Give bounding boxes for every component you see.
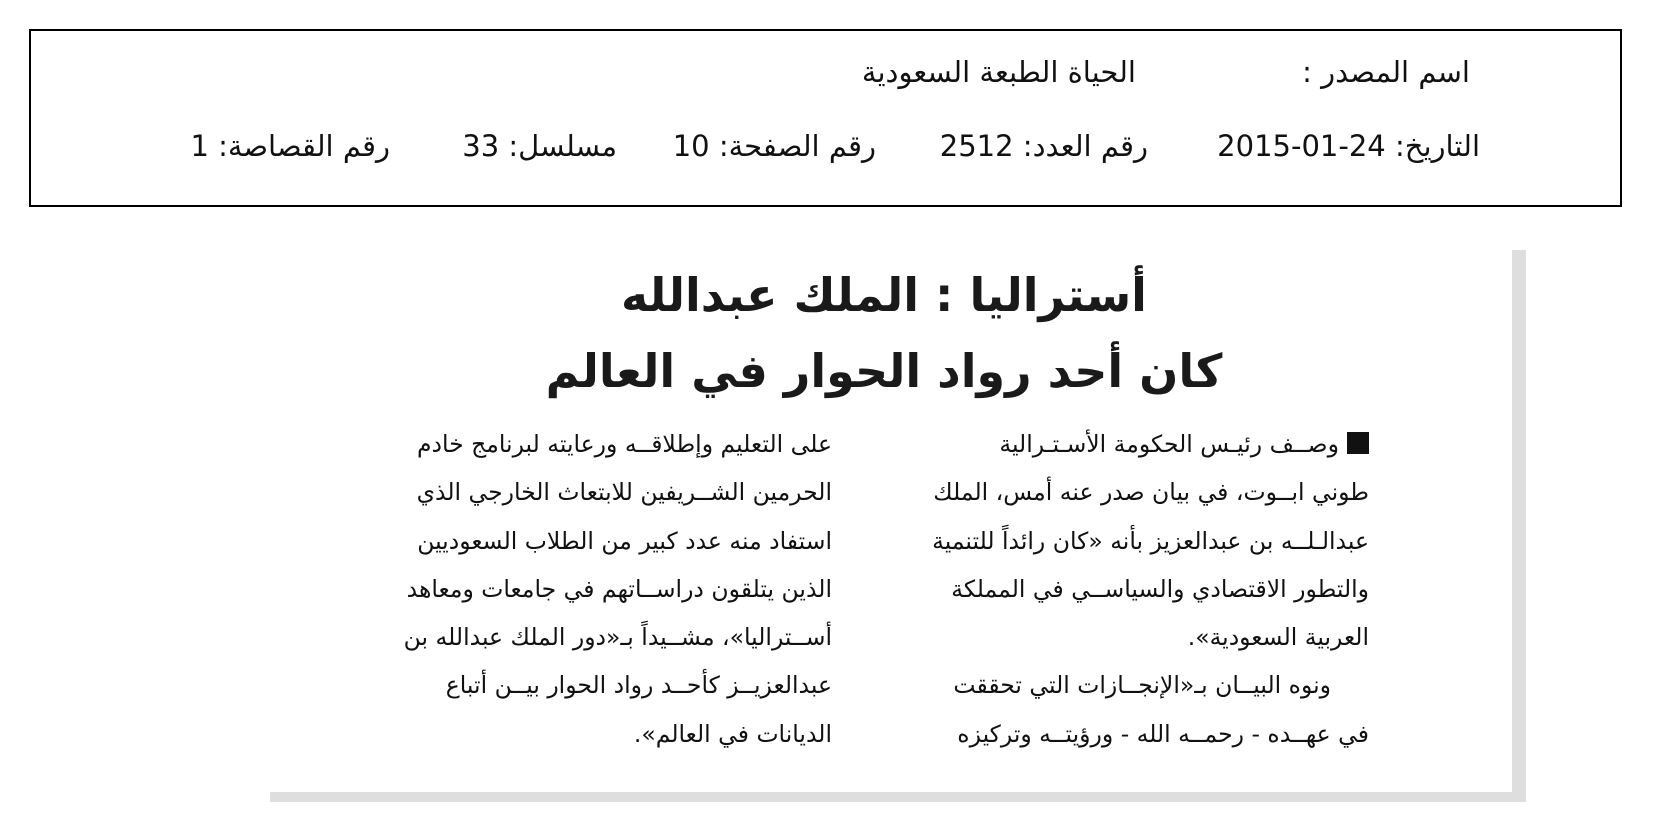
date-field: التاريخ: 24-01-2015: [1217, 129, 1480, 163]
column-line: عبدالعزيــز كأحــد رواد الحوار بيــن أتباع: [445, 671, 832, 700]
clipping-number-field: رقم القصاصة: 1: [190, 129, 390, 163]
headline-line-1: أستراليا : الملك عبدالله: [621, 268, 1147, 322]
column-line: استفاد منه عدد كبير من الطلاب السعوديين: [417, 526, 832, 555]
source-name: الحياة الطبعة السعودية: [861, 55, 1136, 89]
column-line: الديانات في العالم».: [633, 719, 832, 748]
column-line: أســتراليا»، مشــيداً بـ«دور الملك عبدالله بن: [403, 623, 832, 652]
column-line: في عهــده - رحمــه الله - ورؤيتــه وتركيزه: [957, 719, 1369, 748]
newspaper-clipping: [256, 240, 1512, 792]
article-column-right: [849, 420, 1369, 758]
serial-field: مسلسل: 33: [462, 129, 617, 163]
article-column-left: [256, 420, 832, 758]
column-line: [849, 420, 1369, 468]
headline-line-2: كان أحد رواد الحوار في العالم: [545, 344, 1223, 398]
source-label: اسم المصدر :: [1302, 55, 1470, 89]
column-line: الحرمين الشــريفين للابتعاث الخارجي الذي: [416, 478, 832, 507]
column-line: العربية السعودية».: [1187, 623, 1369, 652]
column-line: الذين يتلقون دراســاتهم في جامعات ومعاهد: [406, 574, 832, 603]
column-line: على التعليم وإطلاقــه ورعايته لبرنامج خادم: [416, 430, 832, 458]
bullet-square-icon: [1347, 432, 1369, 454]
column-line-text: وصــف رئيـس الحكومة الأسـتـرالية: [999, 430, 1339, 458]
metadata-header-box: [29, 29, 1622, 207]
column-line: ونوه البيــان بـ«الإنجــازات التي تحققت: [953, 671, 1331, 700]
issue-number-field: رقم العدد: 2512: [939, 129, 1148, 163]
column-line: طوني ابــوت، في بيان صدر عنه أمس، الملك: [933, 478, 1369, 507]
column-line: والتطور الاقتصادي والسياســي في المملكة: [951, 574, 1369, 603]
column-line: عبدالـلــه بن عبدالعزيز بأنه «كان رائداً للتنمية: [932, 526, 1369, 555]
page-number-field: رقم الصفحة: 10: [672, 129, 876, 163]
